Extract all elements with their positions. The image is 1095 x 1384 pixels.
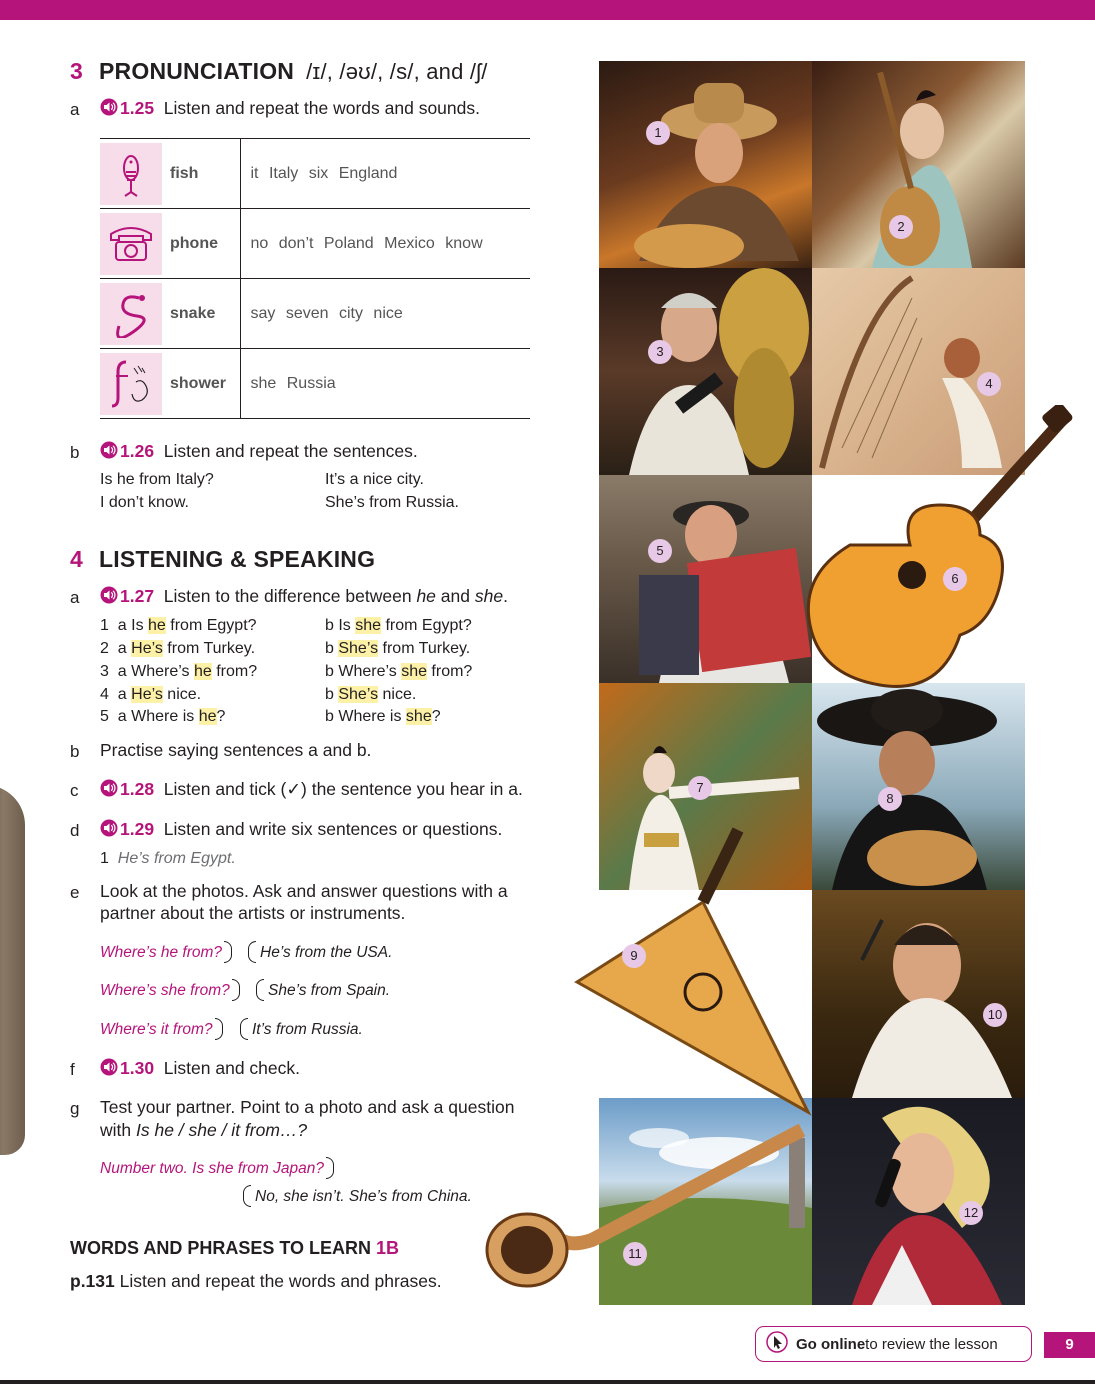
exercise-3b-instruction: 1.26 Listen and repeat the sentences. (100, 441, 418, 464)
sound-row-shower (100, 349, 530, 419)
sound-word: fish (162, 139, 240, 209)
exercise-4c-instruction: 1.28 Listen and tick (✓) the sentence you hear in a. (100, 779, 523, 802)
section-4-heading: 4 LISTENING & SPEAKING (70, 546, 376, 572)
exercise-3b-letter: b (70, 443, 80, 462)
exercise-4f-letter: f (70, 1060, 75, 1079)
sound-examples: say seven city nice (240, 279, 530, 349)
sound-examples: no don’t Poland Mexico know (240, 209, 530, 279)
exercise-4e-instruction-line2: partner about the artists or instruments. (100, 903, 406, 923)
fish-icon (100, 143, 162, 205)
exercise-4b-letter: b (70, 742, 80, 761)
exercise-4d-instruction: 1.29 Listen and write six sentences or questions. (100, 819, 502, 842)
photo-number-badge: 1 (646, 121, 670, 145)
sound-row-fish (100, 139, 530, 209)
section-3-heading: 3 PRONUNCIATION /ɪ/, /əʊ/, /s/, and /ʃ/ (70, 58, 488, 84)
words-phrases-instruction: p.131 Listen and repeat the words and phrases. (70, 1271, 442, 1291)
balalaika-cutout (573, 822, 818, 1117)
alphorn-cutout (482, 1120, 812, 1290)
exercise-4d-letter: d (70, 821, 80, 840)
page-reference-link[interactable]: p.131 (70, 1271, 115, 1291)
exercise-3a-letter: a (70, 100, 80, 119)
photo-number-badge: 5 (648, 539, 672, 563)
dialog-answer: No, she isn’t. She’s from China. (243, 1185, 472, 1207)
list-item: 3 a Where’s he from? (100, 663, 258, 680)
photo-pipa-player (812, 61, 1025, 268)
list-item: 2 a He’s from Turkey. (100, 640, 256, 657)
exercise-4a-instruction: 1.27 Listen to the difference between he and she. (100, 586, 508, 609)
sound-word: snake (162, 279, 240, 349)
audio-icon[interactable] (100, 819, 118, 842)
dialog-question: Number two. Is she from Japan? (100, 1157, 334, 1179)
dialog-question: Where’s he from? (100, 941, 232, 963)
photo-number-badge: 10 (983, 1003, 1007, 1027)
dialog-answer: She’s from Spain. (256, 979, 390, 1001)
top-banner (0, 0, 1095, 20)
photo-mariachi (812, 683, 1025, 890)
audio-icon[interactable] (100, 98, 118, 121)
dialog-question: Where’s she from? (100, 979, 240, 1001)
exercise-4g-instruction: Test your partner. Point to a photo and ask a question (100, 1097, 515, 1117)
sentence: I don’t know. (100, 494, 189, 511)
exercise-4c-letter: c (70, 781, 79, 800)
sentence: She’s from Russia. (325, 494, 459, 511)
exercise-4g-instruction-line2: with Is he / she / it from…? (100, 1120, 308, 1140)
cursor-click-icon (766, 1331, 788, 1357)
photo-number-badge: 8 (878, 787, 902, 811)
exercise-4e-instruction: Look at the photos. Ask and answer questions with a (100, 881, 508, 901)
dialog-answer: It’s from Russia. (240, 1018, 363, 1040)
sound-row-snake (100, 279, 530, 349)
photo-tuba-player (599, 268, 812, 475)
photo-singer-guitar (599, 61, 812, 268)
partial-person-photo (0, 785, 25, 1155)
photo-number-badge: 4 (977, 372, 1001, 396)
exercise-4e-letter: e (70, 883, 80, 902)
sounds-table (100, 138, 530, 419)
audio-icon[interactable] (100, 1058, 118, 1081)
bottom-rule (0, 1380, 1095, 1384)
example-answer: 1 He’s from Egypt. (100, 850, 236, 867)
go-online-button[interactable]: Go online to review the lesson (755, 1326, 1032, 1362)
exercise-4a-letter: a (70, 588, 80, 607)
sound-examples: it Italy six England (240, 139, 530, 209)
list-item: 5 a Where is he? (100, 708, 226, 725)
sentence: It’s a nice city. (325, 471, 424, 488)
photo-number-badge: 9 (622, 944, 646, 968)
exercise-4b-instruction: Practise saying sentences a and b. (100, 740, 372, 760)
list-item: b She’s from Turkey. (325, 640, 471, 657)
sound-examples: she Russia (240, 349, 530, 419)
phone-icon (100, 213, 162, 275)
classical-guitar-cutout (800, 405, 1080, 695)
sound-word: shower (162, 349, 240, 419)
audio-icon[interactable] (100, 586, 118, 609)
list-item: 4 a He’s nice. (100, 686, 202, 703)
audio-icon[interactable] (100, 441, 118, 464)
photo-number-badge: 3 (648, 340, 672, 364)
photo-number-badge: 12 (959, 1201, 983, 1225)
photo-number-badge: 7 (688, 776, 712, 800)
sentence: Is he from Italy? (100, 471, 214, 488)
photo-opera-singer (812, 890, 1025, 1098)
photo-accordion-player (599, 475, 812, 683)
sound-row-phone (100, 209, 530, 279)
list-item: b She’s nice. (325, 686, 417, 703)
list-item: b Where is she? (325, 708, 441, 725)
photo-number-badge: 6 (943, 567, 967, 591)
page-number: 9 (1044, 1332, 1095, 1358)
exercise-4f-instruction: 1.30 Listen and check. (100, 1058, 300, 1081)
shower-icon (100, 353, 162, 415)
audio-icon[interactable] (100, 779, 118, 802)
dialog-answer: He’s from the USA. (248, 941, 392, 963)
list-item: b Where’s she from? (325, 663, 473, 680)
photo-blonde-singer (812, 1098, 1025, 1305)
list-item: b Is she from Egypt? (325, 617, 472, 634)
photo-number-badge: 2 (889, 215, 913, 239)
exercise-3a-instruction: 1.25 Listen and repeat the words and sounds. (100, 98, 480, 121)
list-item: 1 a Is he from Egypt? (100, 617, 257, 634)
exercise-4g-letter: g (70, 1099, 80, 1118)
words-phrases-heading: WORDS AND PHRASES TO LEARN 1B (70, 1238, 400, 1258)
snake-icon (100, 283, 162, 345)
photo-number-badge: 11 (623, 1242, 647, 1266)
sound-word: phone (162, 209, 240, 279)
dialog-question: Where’s it from? (100, 1018, 223, 1040)
